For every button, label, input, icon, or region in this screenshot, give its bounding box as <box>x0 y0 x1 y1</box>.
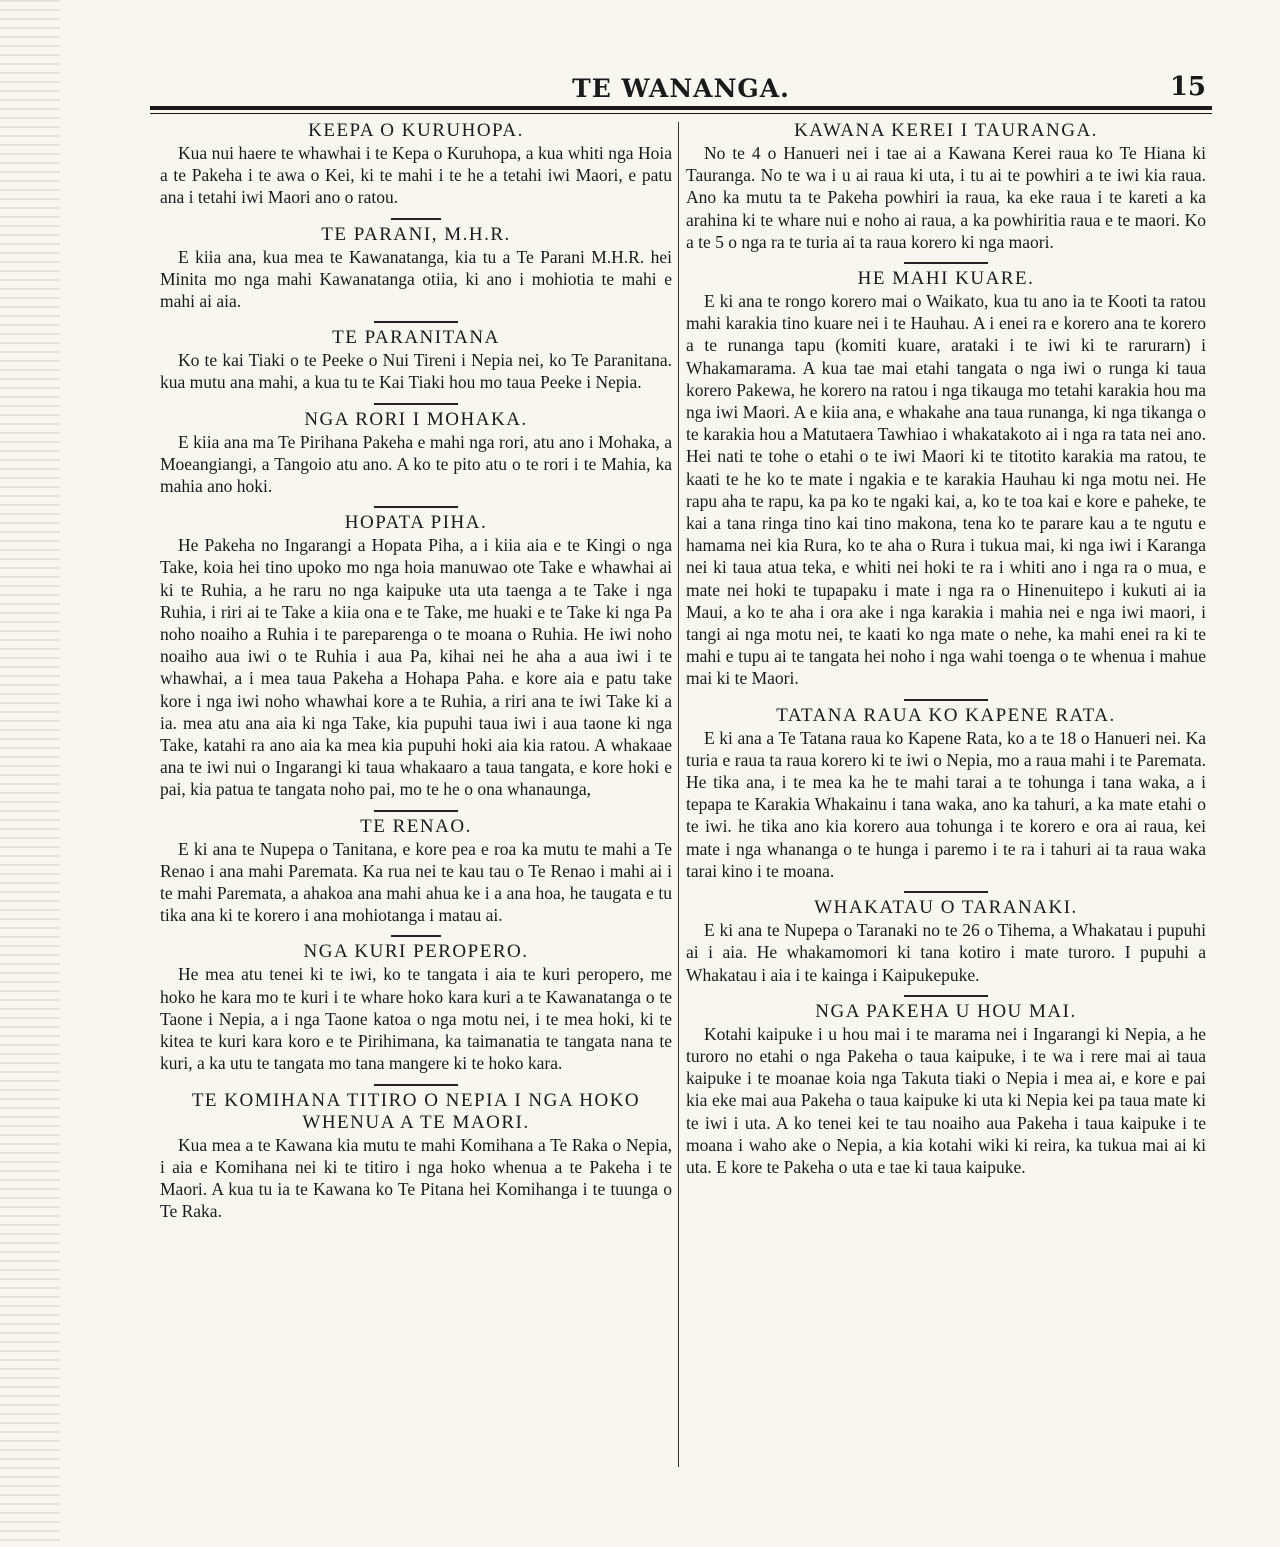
article-nga-rori-i-mohaka <box>160 409 672 498</box>
article-heading: HE MAHI KUARE. <box>857 268 1035 290</box>
section-separator <box>374 321 458 323</box>
section-separator <box>904 891 988 893</box>
article-body: Kua nui haere te whawhai i te Kepa o Kuruhopa, a kua whiti nga Hoia a te Pakeha i te awa o Kei, ki te mahi i te he a tetahi iwi Maori, e patu ana i tetahi iwi Maori ano o ratou. <box>160 143 672 208</box>
section-separator <box>374 403 458 405</box>
article-nga-kuri-peropero <box>160 941 672 1074</box>
article-heading: TATANA RAUA KO KAPENE RATA. <box>776 704 1116 726</box>
newspaper-title: TE WANANGA. <box>572 74 790 103</box>
article-heading: TE KOMIHANA TITIRO O NEPIA I NGA HOKO WHENUA A TE MAORI. <box>191 1089 641 1133</box>
article-body: Ko te kai Tiaki o te Peeke o Nui Tireni i Nepia nei, ko Te Paranitana. kua mutu ana mahi, a kua tu te Kai Tiaki hou mo taua Peeke i Nepia. <box>160 350 672 393</box>
section-separator <box>391 935 441 937</box>
article-body: No te 4 o Hanueri nei i tae ai a Kawana Kerei raua ko Te Hiana ki Tauranga. No te wa i u ai raua ki uta, i tu ai te powhiri a te iwi kia raua. Ano ka mutu ta te Pakeha powhiri ia raua, ka eke raua i te kareti a ka arahina ki te whare nui e noho ai raua, a ka powhiritia raua e te maori. Ko a te 5 o nga ra te turia ai ta raua korero ki nga maori. <box>686 143 1206 252</box>
article-heading: TE PARANI, M.H.R. <box>321 223 511 245</box>
section-separator <box>904 699 988 701</box>
section-separator <box>904 262 988 264</box>
article-hopata-piha <box>160 512 672 800</box>
section-separator <box>904 995 988 997</box>
header-rule-thick <box>150 106 1212 110</box>
left-column <box>160 120 672 1222</box>
column-divider <box>678 122 679 1467</box>
article-body: Kotahi kaipuke i u hou mai i te marama nei i Ingarangi ki Nepia, a he turoro no etahi o nga Pakeha o taua kaipuke, i te wa i rere mai ai taua kaipuke i te moanae koia nga Takuta tiaki o Nepia i mea ai, e kore e pai kia eke mai aua Pakeha o taua kaipuke ki uta ki Nepia kei pa taua mate ki te iwi i uta. A ko tenei kei te tau noaiho aua Pakeha i taua kaipuke i te moana i waho ake o Nepia, a kia kotahi wiki ki reira, ka tukua mai ai ki uta. E kore te Pakeha o uta e tae ki taua kaipuke. <box>686 1023 1206 1177</box>
article-he-mahi-kuare <box>686 268 1206 690</box>
article-body: He mea atu tenei ki te iwi, ko te tangata i aia te kuri peropero, me hoko he kara mo te kuri i te whare hoko kara kuri a te Kawanatanga o te Taone i Nepia, a i nga Taone katoa o nga motu nei, i te mea hoki, ki te kitea te kuri kara koro e te Pirihimana, ka taimanatia te tangata nana te kuri, a ka utu te tangata mo tana mangere ki te hoko kara. <box>160 964 672 1074</box>
article-nga-pakeha-u-hou-mai <box>686 1001 1206 1178</box>
article-body: E ki ana te rongo korero mai o Waikato, kua tu ano ia te Kooti ta ratou mahi karakia tino kuare nei i te Hauhau. A i enei ra e korero ana te korero a te runanga tapu (komiti kuare, arataki i te iwi ki te rarurarn) i Whakamarama. A kua tae mai etahi tangata o nga iwi o runga ki taua korero Pakewa, he korero na ratou i nga tikauga mo tetahi karakia hou ma nga iwi Maori. A e kiia ana, e whakahe ana taua runanga, ki nga tikanga o te karakia hou a Matutaera Tawhiao i whakatakoto ai i nga ra tata nei ano. Hei nati te tohe o etahi o te iwi Maori ki te titotito karakia ma ratou, te kaati te he ko te mate i ngakia e te karakia Hauhau ki nga motu nei. He rapu aha te rapu, ka pa ko te ngaki kai, a, ko te toa kai e kore e paheke, te kai a tana ringa tino kai tino makona, tena ko te parare kau a te ngutu e hamama nei kia Rura, ko te aha o Rura i tukua mai, ki nga iwi i Karanga nei ki taua atua teka, e whiti nei hoki te ra i whiti ano i nga ra o mua, e mate nei hoki te tupapaku i mate i nga ra o Hinenuitepo i kukuti ai ia Maui, a ko te aha i ora ake i nga karakia i mahia nei e nga iwi maori, i tangi ai nga motu nei, te kaati ko nga mate o nehe, ka mahi enei ra ki te mahi e tupu ai te tangata hei noho i nga wahi toenga o te whenua i mahue mai ki te Maori. <box>686 291 1206 689</box>
article-keepa-o-kuruhopa <box>160 120 672 209</box>
article-body: E ki ana te Nupepa o Taranaki no te 26 o Tihema, a Whakatau i pupuhi ai i aia. He whakamomori ki tana kotiro i mate turoro. I pupuhi a Whakatau i aia i te kainga i Kaipukepuke. <box>686 920 1206 985</box>
section-separator <box>374 1084 458 1086</box>
section-separator <box>391 218 441 220</box>
article-heading: KAWANA KEREI I TAURANGA. <box>794 120 1098 141</box>
article-body: E kiia ana ma Te Pirihana Pakeha e mahi nga rori, atu ano i Mohaka, a Moeangiangi, a Tangoio atu ano. A ko te pito atu o te rori i te Mahia, ka mahia ano hoki. <box>160 431 672 497</box>
article-heading: HOPATA PIHA. <box>344 512 488 534</box>
article-body: E ki ana te Nupepa o Tanitana, e kore pea e roa ka mutu te mahi a Te Renao i ana mahi Paremata. Ka rua nei te kau tau o Te Renao i mahi ai i te mahi Paremata, a ahakoa ana mahi ahua ke i a ana hoa, he taugata e tu tika ana ki te korero i ana mohiotanga i matau ai. <box>160 838 672 926</box>
article-heading: TE PARANITANA <box>332 327 500 349</box>
article-heading: KEEPA O KURUHOPA. <box>308 120 524 141</box>
article-heading: TE RENAO. <box>360 815 472 837</box>
article-heading: NGA RORI I MOHAKA. <box>304 408 528 430</box>
article-body: He Pakeha no Ingarangi a Hopata Piha, a i kiia aia e te Kingi o nga Take, koia hei tino upoko mo nga hoia manuwao ote Take e whawhai ai ki te Ruhia, a he raru no nga kaipuke uta uta taenga a te Take i nga Ruhia, i riri ai te Take a kiia ona e te Take, me huaki e te Take ki nga Pa noho noaiho a Ruhia i te pareparenga o te moana o Ruhia. He iwi noho noaiho aua iwi o te Ruhia i aua Pa, kihai nei he aha a aua iwi i te whawhai, a i mea taua Pakeha a Hohapa Paha. e kore aia e patu take kore i nga iwi noho whawhai kore a te Ruhia, a riri ana te iwi Take ki a ia. mea atu ana aia ki nga Take, kia pupuhi taua iwi i aua taone ki nga Take, katahi ra ano aia ka mea kia pupuhi hoki aia kia ratou. A whakaae ana te iwi nui o Ingarangi ki taua whakaaro a taua tangata, e kore hoki e pai, kia patua te tangata noho pai, mo te he o ona whanaunga, <box>160 535 672 800</box>
article-tatana-raua-ko-kapene-rata <box>686 705 1206 882</box>
section-separator <box>374 506 458 508</box>
article-heading: WHAKATAU O TARANAKI. <box>814 897 1078 919</box>
article-kawana-kerei <box>686 120 1206 253</box>
masthead <box>150 70 1212 110</box>
article-heading: NGA PAKEHA U HOU MAI. <box>815 1000 1077 1022</box>
article-body: Kua mea a te Kawana kia mutu te mahi Komihana a Te Raka o Nepia, i aia e Komihana nei ki te titiro i nga hoko whenua a te Pakeha i te Maori. A kua tu ia te Kawana ko Te Pitana hei Komihanga i te tuunga o Te Raka. <box>160 1134 672 1222</box>
article-body: E kiia ana, kua mea te Kawanatanga, kia tu a Te Parani M.H.R. hei Minita mo nga mahi Kawanatanga otiia, ki ano i mohiotia te mahi e mahi ai aia. <box>160 246 672 312</box>
article-heading: NGA KURI PEROPERO. <box>303 941 529 963</box>
page-number: 15 <box>1169 72 1206 102</box>
article-te-paranitana <box>160 327 672 393</box>
article-body: E ki ana a Te Tatana raua ko Kapene Rata, ko a te 18 o Hanueri nei. Ka turia e raua ta raua korero ki te iwi o Nepia, mo a raua mahi i te Paremata. He tika ana, i te mea ka he te mahi tarai a te tohunga i tana waka, a i tepapa te Karakia Whakainu i tana waka, ano ka tahuri, a ka mate etahi o te iwi. he tika ano kia korero aua tohunga i te korero e ora ai raua, kei mate i nga whananga o te hunga i paremo i te ra i tahuri ai ta raua waka tarai kino i te moana. <box>686 727 1206 881</box>
article-whakatau-o-taranaki <box>686 897 1206 986</box>
article-te-parani <box>160 224 672 313</box>
scanned-margin <box>0 0 60 1547</box>
section-separator <box>374 810 458 812</box>
header-rule-thin <box>150 113 1212 114</box>
article-te-renao <box>160 816 672 927</box>
right-column <box>686 120 1206 1178</box>
article-te-komihana-titiro <box>160 1090 672 1223</box>
